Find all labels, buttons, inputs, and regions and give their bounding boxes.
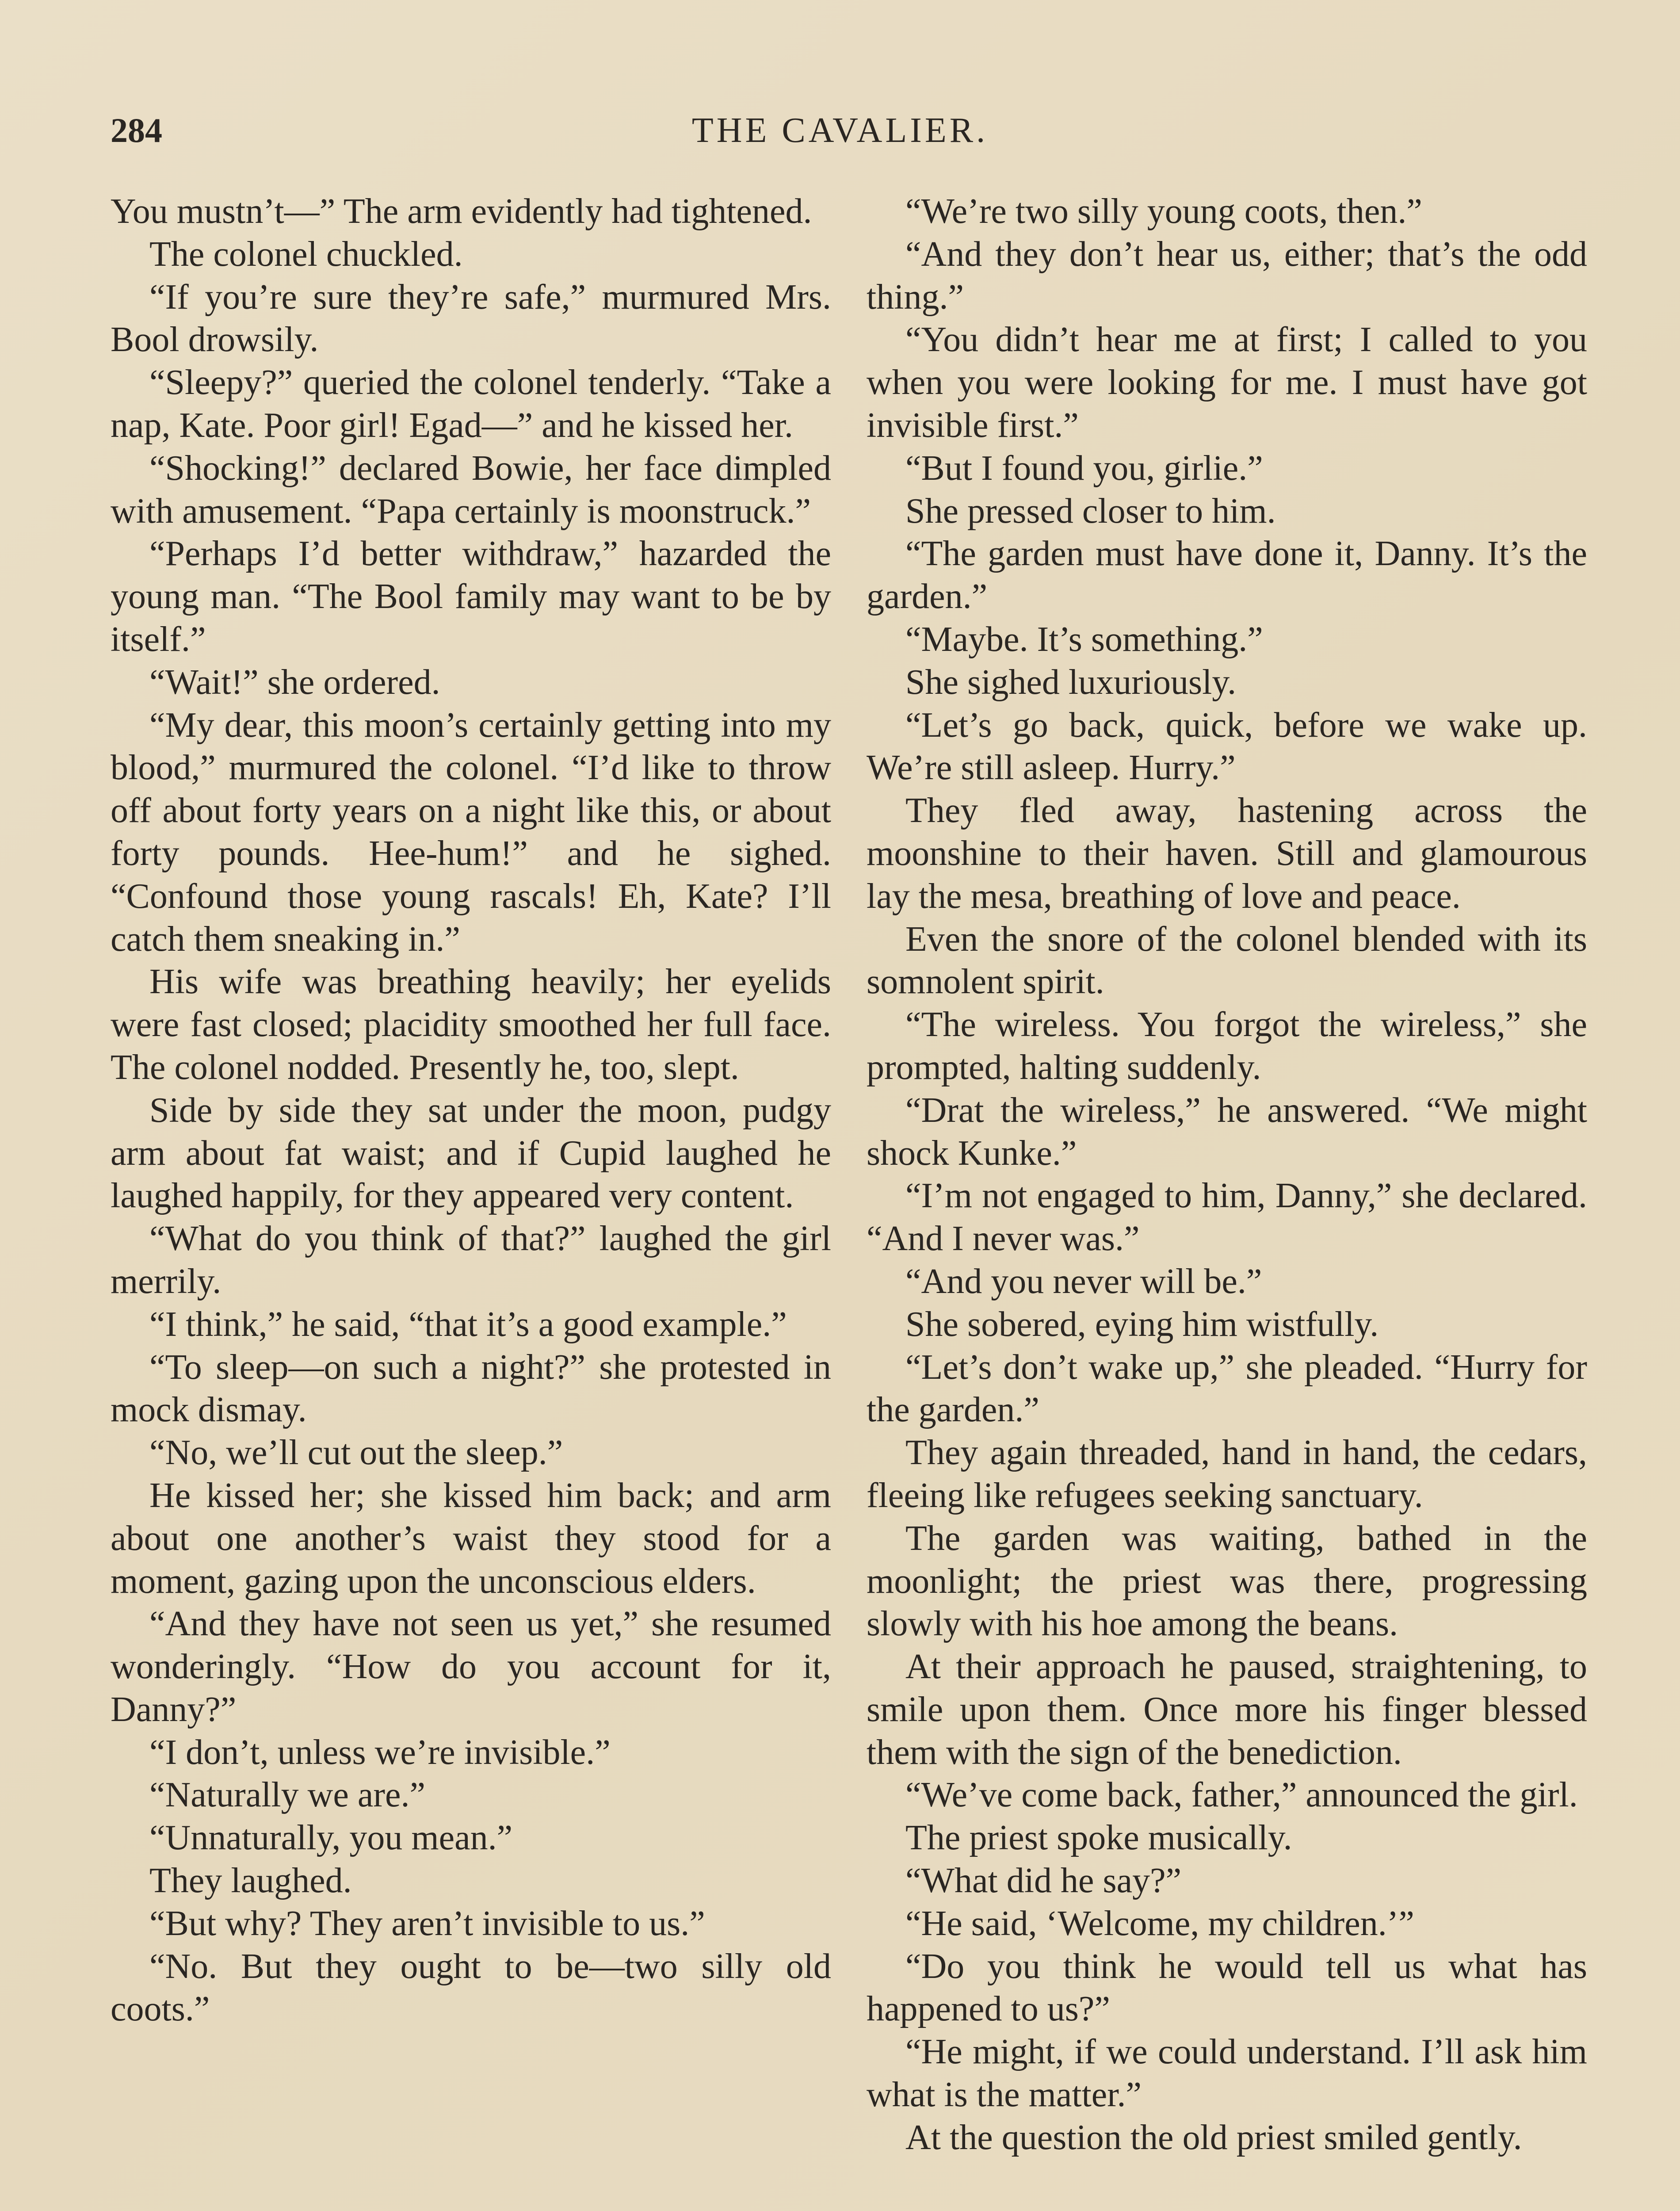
paragraph: The priest spoke musically. [905, 1818, 1292, 1858]
paragraph: At their approach he paused, straightening, to smile upon them. Once more his finger blessed them with the sign of the benediction. [867, 1647, 1587, 1772]
paragraph: “I don’t, unless we’re invisible.” [149, 1733, 611, 1772]
paragraph: You mustn’t—” The arm evidently had tightened. [111, 192, 812, 231]
paragraph: Even the snore of the colonel blended with its somnolent spirit. [867, 919, 1587, 1002]
paragraph: The colonel chuckled. [149, 234, 463, 274]
paragraph: “No, we’ll cut out the sleep.” [149, 1433, 563, 1473]
paragraph: They fled away, hastening across the moonshine to their haven. Still and glamourous lay the mesa, breathing of love and peace. [867, 791, 1587, 916]
left-column [111, 190, 831, 2211]
paragraph: “He might, if we could understand. I’ll ask him what is the matter.” [867, 2032, 1587, 2115]
paragraph: “The wireless. You forgot the wireless,” she prompted, halting suddenly. [867, 1005, 1587, 1087]
paragraph: “I think,” he said, “that it’s a good example.” [149, 1304, 787, 1344]
paragraph: “And they don’t hear us, either; that’s the odd thing.” [867, 234, 1587, 317]
paragraph: The garden was waiting, bathed in the moonlight; the priest was there, progressing slowly with his hoe among the beans. [867, 1519, 1587, 1644]
paragraph: “Naturally we are.” [149, 1775, 426, 1815]
paragraph: “No. But they ought to be—two silly old coots.” [111, 1947, 831, 2029]
paragraph: They again threaded, hand in hand, the cedars, fleeing like refugees seeking sanctuary. [867, 1433, 1587, 1515]
paragraph: “I’m not engaged to him, Danny,” she declared. “And I never was.” [867, 1176, 1587, 1259]
paragraph: “Shocking!” declared Bowie, her face dimpled with amusement. “Papa certainly is moonstruck.” [111, 448, 831, 531]
paragraph: “We’re two silly young coots, then.” [905, 192, 1422, 231]
paragraph: “But why? They aren’t invisible to us.” [149, 1904, 705, 1943]
paragraph: At the question the old priest smiled gently. [905, 2118, 1522, 2157]
paragraph: “Perhaps I’d better withdraw,” hazarded the young man. “The Bool family may want to be by itself.” [111, 534, 831, 659]
paragraph: “What did he say?” [905, 1861, 1182, 1901]
paragraph: “You didn’t hear me at first; I called to you when you were looking for me. I must have got invisible first.” [867, 320, 1587, 445]
paragraph: “What do you think of that?” laughed the girl merrily. [111, 1219, 831, 1301]
paragraph: “Unnaturally, you mean.” [149, 1818, 513, 1858]
paragraph: She sobered, eying him wistfully. [905, 1304, 1379, 1344]
text-columns [111, 190, 1587, 2211]
right-column [867, 190, 1587, 2211]
paragraph: She sighed luxuriously. [905, 662, 1237, 702]
paragraph: “To sleep—on such a night?” she protested in mock dismay. [111, 1347, 831, 1430]
page-number: 284 [111, 111, 162, 149]
paragraph: She pressed closer to him. [905, 491, 1276, 531]
paragraph: “The garden must have done it, Danny. It’s the garden.” [867, 534, 1587, 616]
paragraph: “My dear, this moon’s certainly getting into my blood,” murmured the colonel. “I’d like to throw off about forty years on a night like this, or about forty pounds. Hee-hum!” and he sighed. “Confound those young rascals! Eh, Kate? I’ll catch them sneaking in.” [111, 705, 831, 959]
paragraph: “Do you think he would tell us what has happened to us?” [867, 1947, 1587, 2029]
paragraph: “Drat the wireless,” he answered. “We might shock Kunke.” [867, 1090, 1587, 1173]
paragraph: His wife was breathing heavily; her eyelids were fast closed; placidity smoothed her full face. The colonel nodded. Presently he, too, slept. [111, 962, 831, 1087]
paragraph: “Let’s don’t wake up,” she pleaded. “Hurry for the garden.” [867, 1347, 1587, 1430]
paragraph: “Let’s go back, quick, before we wake up. We’re still asleep. Hurry.” [867, 705, 1587, 788]
paragraph: “And you never will be.” [905, 1262, 1262, 1301]
paragraph: “Maybe. It’s something.” [905, 620, 1263, 659]
paragraph: They laughed. [149, 1861, 352, 1901]
paragraph: Side by side they sat under the moon, pudgy arm about fat waist; and if Cupid laughed he laughed happily, for they appeared very content. [111, 1090, 831, 1216]
running-title: THE CAVALIER. [691, 111, 989, 150]
paragraph: “If you’re sure they’re safe,” murmured Mrs. Bool drowsily. [111, 277, 831, 360]
paragraph: He kissed her; she kissed him back; and arm about one another’s waist they stood for a moment, gazing upon the unconscious elders. [111, 1476, 831, 1601]
paragraph: “And they have not seen us yet,” she resumed wonderingly. “How do you account for it, Danny?” [111, 1604, 831, 1729]
paragraph: “Sleepy?” queried the colonel tenderly. “Take a nap, Kate. Poor girl! Egad—” and he kissed her. [111, 363, 831, 445]
page-header [111, 111, 1569, 155]
paragraph: “We’ve come back, father,” announced the girl. [905, 1775, 1578, 1815]
paragraph: “Wait!” she ordered. [149, 662, 440, 702]
paragraph: “He said, ‘Welcome, my children.’” [905, 1904, 1414, 1943]
paragraph: “But I found you, girlie.” [905, 448, 1263, 488]
